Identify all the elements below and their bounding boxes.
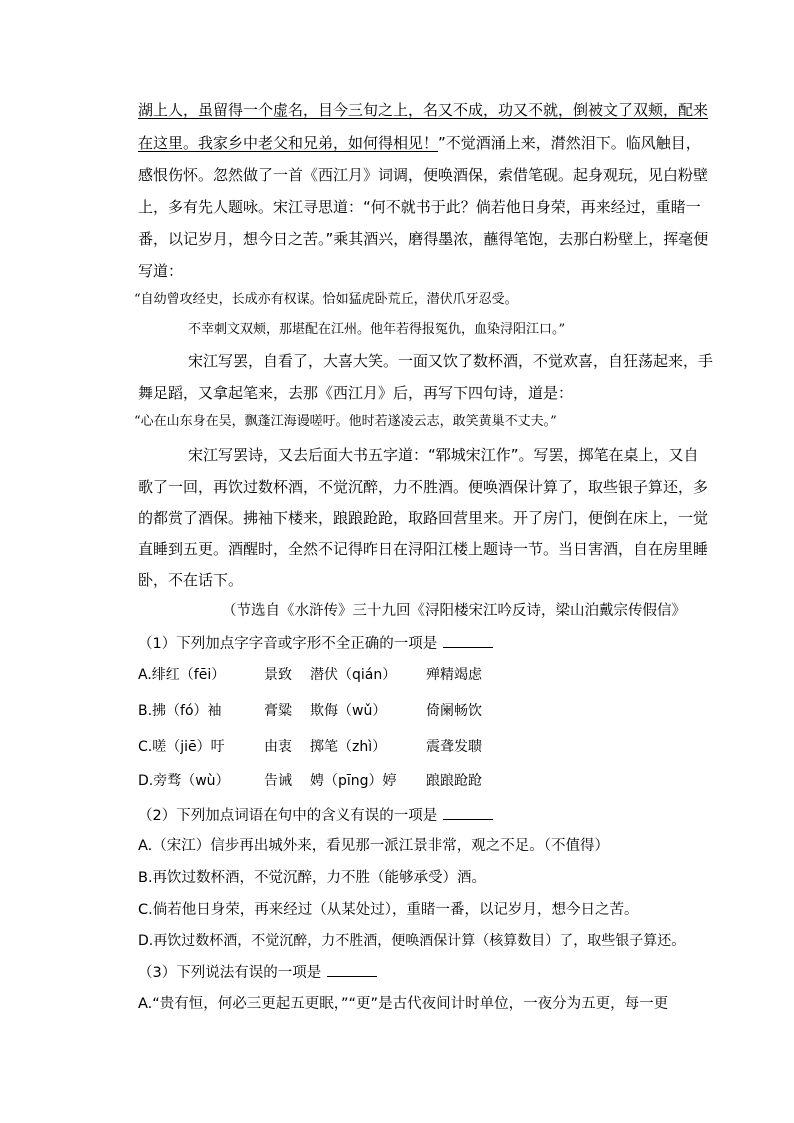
passage-line: 上，多有先人题咏。宋江寻思道：“何不就书于此？倘若他日身荣，再来经过，重睹一 xyxy=(138,198,701,216)
option-label: C.嗟（jiē）吁 xyxy=(138,739,225,755)
question-2-option: A.（宋江）信步再出城外来，看见那一派江景非常，观之不足。（不值得） xyxy=(138,838,610,854)
option-word: 踉踉跄跄 xyxy=(426,773,482,789)
option-label: A.绯红（fēi） xyxy=(138,667,226,683)
passage-line: 宋江写罢，自看了，大喜大笑。一面又饮了数杯酒，不觉欢喜，自狂荡起来，手 xyxy=(188,352,714,370)
passage-line: 写道： xyxy=(138,262,184,280)
question-2-option: C.倘若他日身荣，再来经过（从某处过），重睹一番，以记岁月，想今日之苦。 xyxy=(138,902,639,918)
option-label: D.旁骛（wù） xyxy=(138,773,230,789)
question-text: （3）下列说法有误的一项是 xyxy=(138,965,322,981)
question-text: （2）下列加点词语在句中的含义有误的一项是 xyxy=(138,808,438,824)
option-word: 娉（pīng）婷 xyxy=(310,773,397,789)
question-2-stem xyxy=(138,805,493,826)
question-3-stem xyxy=(138,962,377,983)
option-word: 殚精竭虑 xyxy=(426,667,482,683)
question-2-option: D.再饮过数杯酒，不觉沉醉，力不胜酒，便唤酒保计算（核算数目）了，取些银子算还。 xyxy=(138,933,686,949)
passage-line: 舞足蹈，又拿起笔来，去那《西江月》后，再写下四句诗，道是： xyxy=(138,384,574,402)
answer-blank[interactable] xyxy=(327,962,377,977)
option-word: 欺侮（wǔ） xyxy=(310,703,387,719)
answer-blank[interactable] xyxy=(443,633,493,648)
option-word: 潜伏（qián） xyxy=(310,667,397,683)
option-word: 由衷 xyxy=(264,739,292,755)
passage-line: 感恨伤怀。忽然做了一首《西江月》词调，便唤酒保，索借笔砚。起身观玩，见白粉壁 xyxy=(138,166,709,184)
passage-line: 番，以记岁月，想今日之苦。”乘其酒兴，磨得墨浓，蘸得笔饱，去那白粉壁上，挥毫便 xyxy=(138,230,709,248)
option-word: 掷笔（zhì） xyxy=(310,739,387,755)
option-word: 景致 xyxy=(264,667,292,683)
passage-line: 卧，不在话下。 xyxy=(138,571,244,589)
poem-line: “自幼曾攻经史，长成亦有权谋。恰如猛虎卧荒丘，潜伏爪牙忍受。 xyxy=(134,292,518,307)
passage-line: 湖上人，虽留得一个虚名，目今三旬之上，名又不成，功又不就，倒被文了双颊，配来 xyxy=(138,101,709,119)
option-word: 告诫 xyxy=(264,773,292,789)
underlined-sentence: 在这里。我家乡中老父和兄弟，如何得相见！ xyxy=(138,134,439,152)
option-word: 震聋发聩 xyxy=(426,739,482,755)
question-text: （1）下列加点字字音或字形不全正确的一项是 xyxy=(138,636,438,652)
source-citation: （节选自《水浒传》三十九回《浔阳楼宋江吟反诗，梁山泊戴宗传假信》 xyxy=(222,603,686,619)
passage-line: 宋江写罢诗，又去后面大书五字道：“郓城宋江作”。写罢，掷笔在桌上，又自 xyxy=(188,446,699,464)
passage-line: 歌了一回，再饮过数杯酒，不觉沉醉，力不胜酒。便唤酒保计算了，取些银子算还，多 xyxy=(138,478,709,496)
passage-text: ”不觉酒涌上来，潸然泪下。临风触目， xyxy=(438,134,701,152)
poem-line: “心在山东身在吴，飘蓬江海谩嗟吁。他时若遂凌云志，敢笑黄巢不丈夫。” xyxy=(134,414,557,429)
option-word: 倚阑畅饮 xyxy=(426,703,482,719)
option-word: 膏粱 xyxy=(264,703,292,719)
poem-line: 不幸刺文双颊，那堪配在江州。他年若得报冤仇，血染浔阳江口。” xyxy=(188,322,566,337)
passage-line: 的都赏了酒保。拂袖下楼来，踉踉跄跄，取路回营里来。开了房门，便倒在床上，一觉 xyxy=(138,509,709,527)
passage-line: 直睡到五更。酒醒时，全然不记得昨日在浔阳江楼上题诗一节。当日害酒，自在房里睡 xyxy=(138,540,709,558)
question-1-stem xyxy=(138,633,493,654)
question-2-option: B.再饮过数杯酒，不觉沉醉，力不胜（能够承受）酒。 xyxy=(138,870,487,886)
option-label: B.拂（fó）袖 xyxy=(138,703,222,719)
question-3-option: A.“贵有恒，何必三更起五更眠，”“更”是古代夜间计时单位，一夜分为五更，每一更 xyxy=(138,996,669,1012)
answer-blank[interactable] xyxy=(443,805,493,820)
passage-line xyxy=(138,133,701,153)
